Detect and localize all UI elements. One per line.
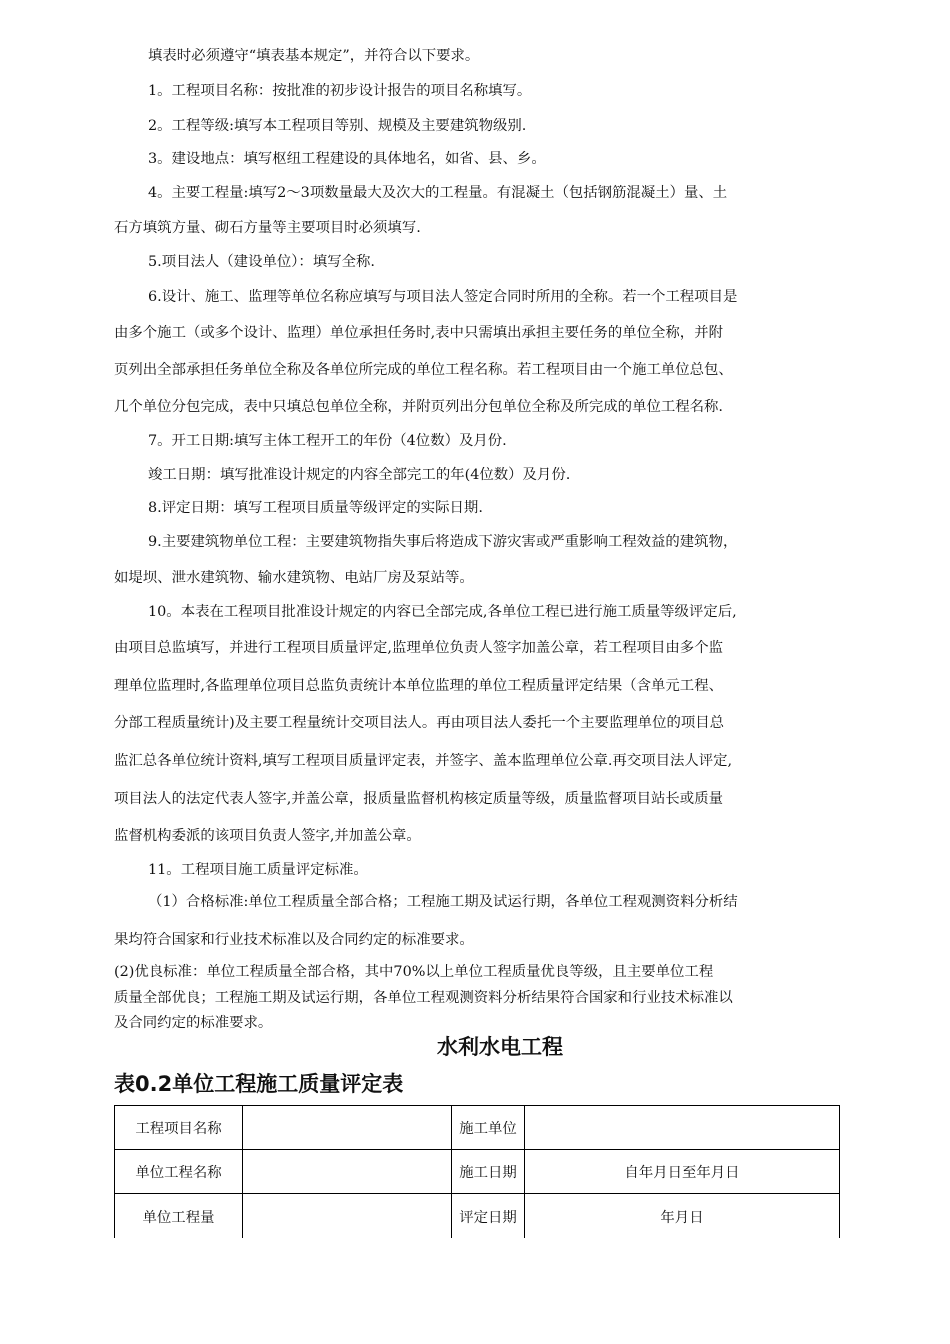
note-line: 监督机构委派的该项目负责人签字,并加盖公章。 (114, 828, 421, 844)
note-line: 及合同约定的标准要求。 (114, 1015, 273, 1031)
field-construction-unit[interactable] (525, 1106, 840, 1150)
note-line: 填表时必须遵守“填表基本规定”，并符合以下要求。 (148, 48, 480, 64)
note-line: 7。开工日期:填写主体工程开工的年份（4位数）及月份. (148, 433, 507, 449)
evaluation-form-table (114, 1105, 840, 1238)
note-line: 如堤坝、泄水建筑物、输水建筑物、电站厂房及泵站等。 (114, 570, 474, 586)
note-line: 几个单位分包完成，表中只填总包单位全称，并附页列出分包单位全称及所完成的单位工程名称. (114, 399, 723, 415)
note-line: 石方填筑方量、砌石方量等主要项目时必须填写. (114, 220, 421, 236)
field-evaluation-date[interactable]: 年月日 (525, 1194, 840, 1239)
note-line: （1）合格标准:单位工程质量全部合格；工程施工期及试运行期，各单位工程观测资料分析结 (148, 894, 738, 910)
note-line: 质量全部优良；工程施工期及试运行期，各单位工程观测资料分析结果符合国家和行业技术标准以 (114, 990, 733, 1006)
note-line: 分部工程质量统计)及主要工程量统计交项目法人。再由项目法人委托一个主要监理单位的项目总 (114, 715, 725, 731)
note-line: 6.设计、施工、监理等单位名称应填写与项目法人签定合同时所用的全称。若一个工程项目是 (148, 289, 738, 305)
note-line: 理单位监理时,各监理单位项目总监负责统计本单位监理的单位工程质量评定结果（含单元工程、 (114, 678, 723, 694)
table-row (115, 1106, 840, 1150)
note-line: 由项目总监填写，并进行工程项目质量评定,监理单位负责人签字加盖公章，若工程项目由多个监 (114, 640, 723, 656)
note-line: 10。本表在工程项目批准设计规定的内容已全部完成,各单位工程已进行施工质量等级评定后, (148, 604, 737, 620)
field-unit-quantity[interactable] (243, 1194, 452, 1239)
note-line: 监汇总各单位统计资料,填写工程项目质量评定表，并签字、盖本监理单位公章.再交项目法人评定, (114, 753, 733, 769)
note-line: 果均符合国家和行业技术标准以及合同约定的标准要求。 (114, 932, 474, 948)
category-heading: 水利水电工程 (437, 1035, 563, 1059)
note-line: 页列出全部承担任务单位全称及各单位所完成的单位工程名称。若工程项目由一个施工单位总包、 (114, 362, 733, 378)
note-line: 1。工程项目名称：按批准的初步设计报告的项目名称填写。 (148, 83, 532, 99)
table-row (115, 1150, 840, 1194)
note-line: 11。工程项目施工质量评定标准。 (148, 862, 368, 878)
label-evaluation-date: 评定日期 (452, 1194, 525, 1239)
note-line: 4。主要工程量:填写2～3项数量最大及次大的工程量。有混凝土（包括钢筋混凝土）量、土 (148, 185, 728, 201)
label-unit-quantity: 单位工程量 (115, 1194, 243, 1239)
label-construction-unit: 施工单位 (452, 1106, 525, 1150)
label-unit-project-name: 单位工程名称 (115, 1150, 243, 1194)
note-line: 项目法人的法定代表人签字,并盖公章，报质量监督机构核定质量等级，质量监督项目站长或质量 (114, 791, 723, 807)
note-line: 竣工日期：填写批准设计规定的内容全部完工的年(4位数）及月份. (148, 467, 571, 483)
note-line: 9.主要建筑物单位工程：主要建筑物指失事后将造成下游灾害或严重影响工程效益的建筑物， (148, 534, 738, 550)
table-row (115, 1194, 840, 1239)
table-title: 表0.2单位工程施工质量评定表 (114, 1072, 404, 1096)
field-project-name[interactable] (243, 1106, 452, 1150)
note-line: 8.评定日期：填写工程项目质量等级评定的实际日期. (148, 500, 483, 516)
note-line: 由多个施工（或多个设计、监理）单位承担任务时,表中只需填出承担主要任务的单位全称，并附 (114, 325, 723, 341)
field-construction-date[interactable]: 自年月日至年月日 (525, 1150, 840, 1194)
label-project-name: 工程项目名称 (115, 1106, 243, 1150)
note-line: 2。工程等级:填写本工程项目等别、规模及主要建筑物级别. (148, 118, 527, 134)
note-line: 5.项目法人（建设单位）：填写全称. (148, 254, 375, 270)
note-line: (2)优良标准：单位工程质量全部合格，其中70%以上单位工程质量优良等级，且主要单位工程 (114, 964, 714, 980)
note-line: 3。建设地点：填写枢纽工程建设的具体地名，如省、县、乡。 (148, 151, 546, 167)
label-construction-date: 施工日期 (452, 1150, 525, 1194)
field-unit-project-name[interactable] (243, 1150, 452, 1194)
